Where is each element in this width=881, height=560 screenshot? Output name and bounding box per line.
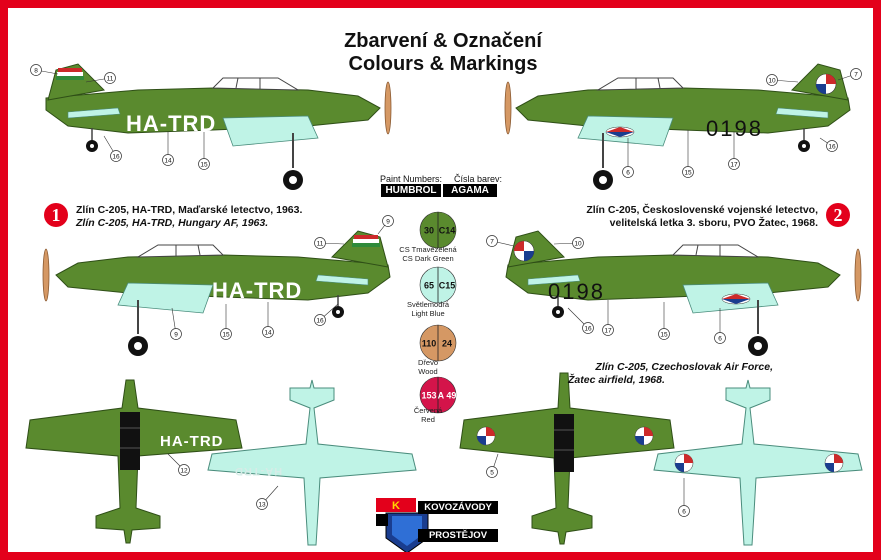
callout-number: 10 [768,77,776,85]
swatch-humbrol-number: 65 [423,280,435,291]
swatch-humbrol-number: 30 [423,225,435,236]
scheme-2-caption-en-1: Zlín C-205, Czechoslovak Air Force, [595,361,773,373]
serial-czech-left: 0198 [548,279,605,304]
swatch-label-dark-green [383,245,473,263]
registration-hungary-left: HA-TRD [126,111,217,136]
serial-czech-right: 0198 [706,116,763,141]
scheme-2-caption-cz-2: velitelská letka 3. sboru, PVO Žatec, 1968. [609,217,818,229]
swatch-name-cz: CS Tmavězelená [399,245,457,254]
scheme-2-caption-en-2: Žatec airfield, 1968. [568,374,665,386]
swatch-humbrol-number: 153 [421,390,437,401]
logo-prostejov: PROSTĚJOV [418,529,498,542]
swatch-label-wood [383,358,473,376]
czech-right-side-view [505,64,850,190]
agama-header: AGAMA [443,184,497,197]
registration-hungary-top: HA-TRD [160,433,224,450]
title-czech: Zbarvení & Označení [344,30,542,52]
swatch-agama-number: C14 [438,225,456,236]
scheme-2-caption-cz-1: Zlín C-205, Československé vojenské letectvo, [586,204,818,216]
callout-number: 9 [174,331,178,339]
callout-number: 6 [718,335,722,343]
scheme-1-caption-en: Zlín C-205, HA-TRD, Hungary AF, 1963. [76,217,269,229]
callout-number: 8 [34,67,38,75]
swatch-label-light-blue [383,300,473,318]
registration-hungary-bottom: HA-TRD [234,465,283,477]
swatch-name-en: Light Blue [411,309,445,318]
swatch-humbrol-number: 110 [421,338,437,349]
aircraft-artwork [8,8,881,560]
swatch-name-en: CS Dark Green [402,254,454,263]
hungary-top-view [26,380,242,543]
callout-number: 15 [222,331,230,339]
callout-number: 6 [626,169,630,177]
callout-number: 11 [106,75,114,83]
callout-number: 14 [164,157,172,165]
swatch-agama-number: 24 [441,338,453,349]
callout-number: 7 [490,238,494,246]
scheme-1-caption-cz: Zlín C-205, HA-TRD, Maďarské letectvo, 1963. [76,204,303,216]
callout-number: 15 [684,169,692,177]
callout-number: 16 [112,153,120,161]
czech-top-view [460,373,674,544]
scheme-2-badge: 2 [826,203,850,227]
cisla-barev-label: Čísla barev: [454,174,503,184]
humbrol-header: HUMBROL [381,184,441,197]
swatch-name-en: Wood [418,367,438,376]
czech-bottom-view [654,380,862,545]
callout-number: 11 [316,240,324,248]
callout-number: 12 [180,467,188,475]
paint-numbers-label: Paint Numbers: [380,174,443,184]
callout-number: 16 [828,143,836,151]
callout-number: 16 [316,317,324,325]
callout-number: 10 [574,240,582,248]
callout-number: 15 [660,331,668,339]
callout-number: 17 [730,161,738,169]
callout-number: 17 [604,327,612,335]
callout-number: 6 [682,508,686,516]
callout-number: 14 [264,329,272,337]
registration-hungary-right: HA-TRD [212,278,303,303]
swatch-name-en: Red [421,415,435,424]
callout-number: 13 [258,501,266,509]
swatch-name-cz: Červená [413,406,443,415]
swatch-agama-number: A 49 [437,390,457,401]
swatch-label-red [383,406,473,424]
swatch-name-cz: Dřevo [417,358,438,367]
callout-number: 5 [490,469,494,477]
logo-kovozavody: KOVOZÁVODY [418,501,498,514]
callout-number: 9 [386,218,390,226]
scheme-1-badge: 1 [44,203,68,227]
swatch-name-cz: Světlemodrá [406,300,450,309]
callout-number: 7 [854,71,858,79]
hungary-left-side-view [46,64,391,190]
callout-number: 15 [200,161,208,169]
title-english: Colours & Markings [348,53,538,75]
callout-number: 16 [584,325,592,333]
svg-text:K: K [392,500,400,512]
swatch-agama-number: C15 [438,280,456,291]
